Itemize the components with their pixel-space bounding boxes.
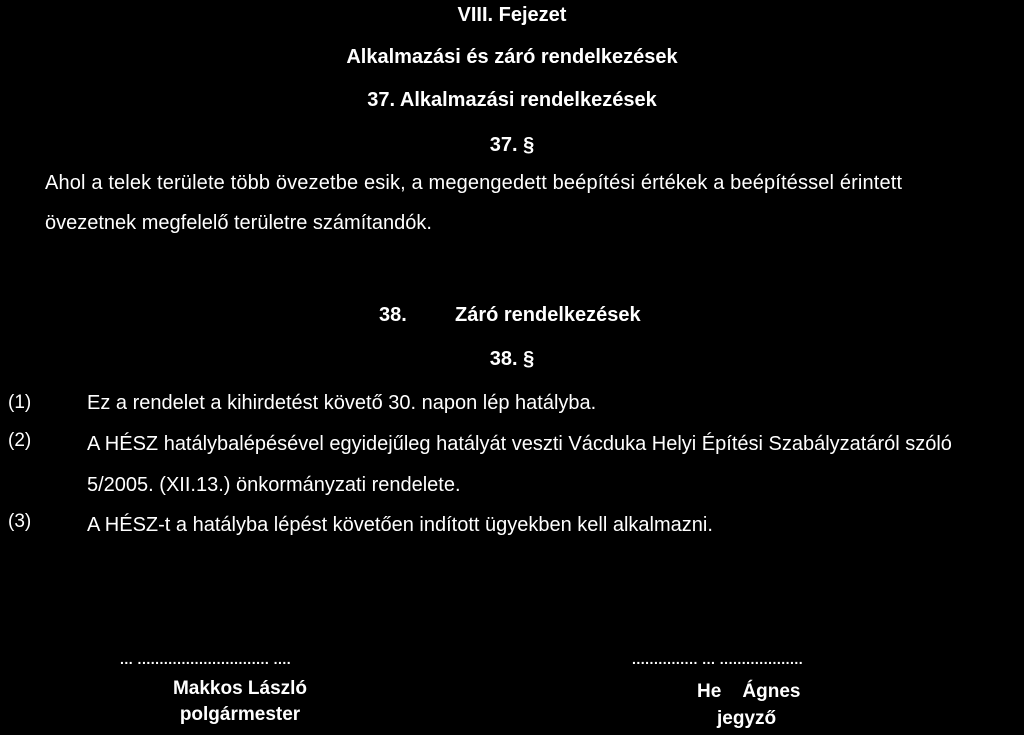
chapter-title: Alkalmazási és záró rendelkezések [346,46,678,68]
section-37-heading: 37. Alkalmazási rendelkezések [367,89,657,111]
mayor-name: Makkos László [172,678,308,699]
item-1-text: Ez a rendelet a kihirdetést követő 30. napon lép hatályba. [87,392,597,414]
chapter-heading: VIII. Fejezet [457,4,567,26]
notary-signature-line: ............... ... ................... [632,651,804,667]
section-37-text-line-2: övezetnek megfelelő területre számítandók. [45,212,432,234]
section-38-title: Záró rendelkezések [455,304,641,326]
notary-name: He Ágnes [697,681,801,702]
item-2-text-line-2: 5/2005. (XII.13.) önkormányzati rendelete. [87,474,461,496]
item-2-text-line-1: A HÉSZ hatálybalépésével egyidejűleg hatályát veszti Vácduka Helyi Építési Szabályzatáról szóló [87,433,952,455]
mayor-signature-line: ... .............................. .... [120,651,292,667]
item-1-number: (1) [8,392,32,413]
item-3-text: A HÉSZ-t a hatályba lépést követően indított ügyekben kell alkalmazni. [87,514,713,536]
notary-title: jegyző [717,708,777,729]
section-37-paragraph-sign: 37. § [489,134,535,156]
item-3-number: (3) [8,511,32,532]
section-38-paragraph-sign: 38. § [489,348,535,370]
section-37-text-line-1: Ahol a telek területe több övezetbe esik, a megengedett beépítési értékek a beépítéssel érintett [45,172,903,194]
section-38-number: 38. [379,304,407,326]
mayor-title: polgármester [179,704,301,725]
item-2-number: (2) [8,430,32,451]
